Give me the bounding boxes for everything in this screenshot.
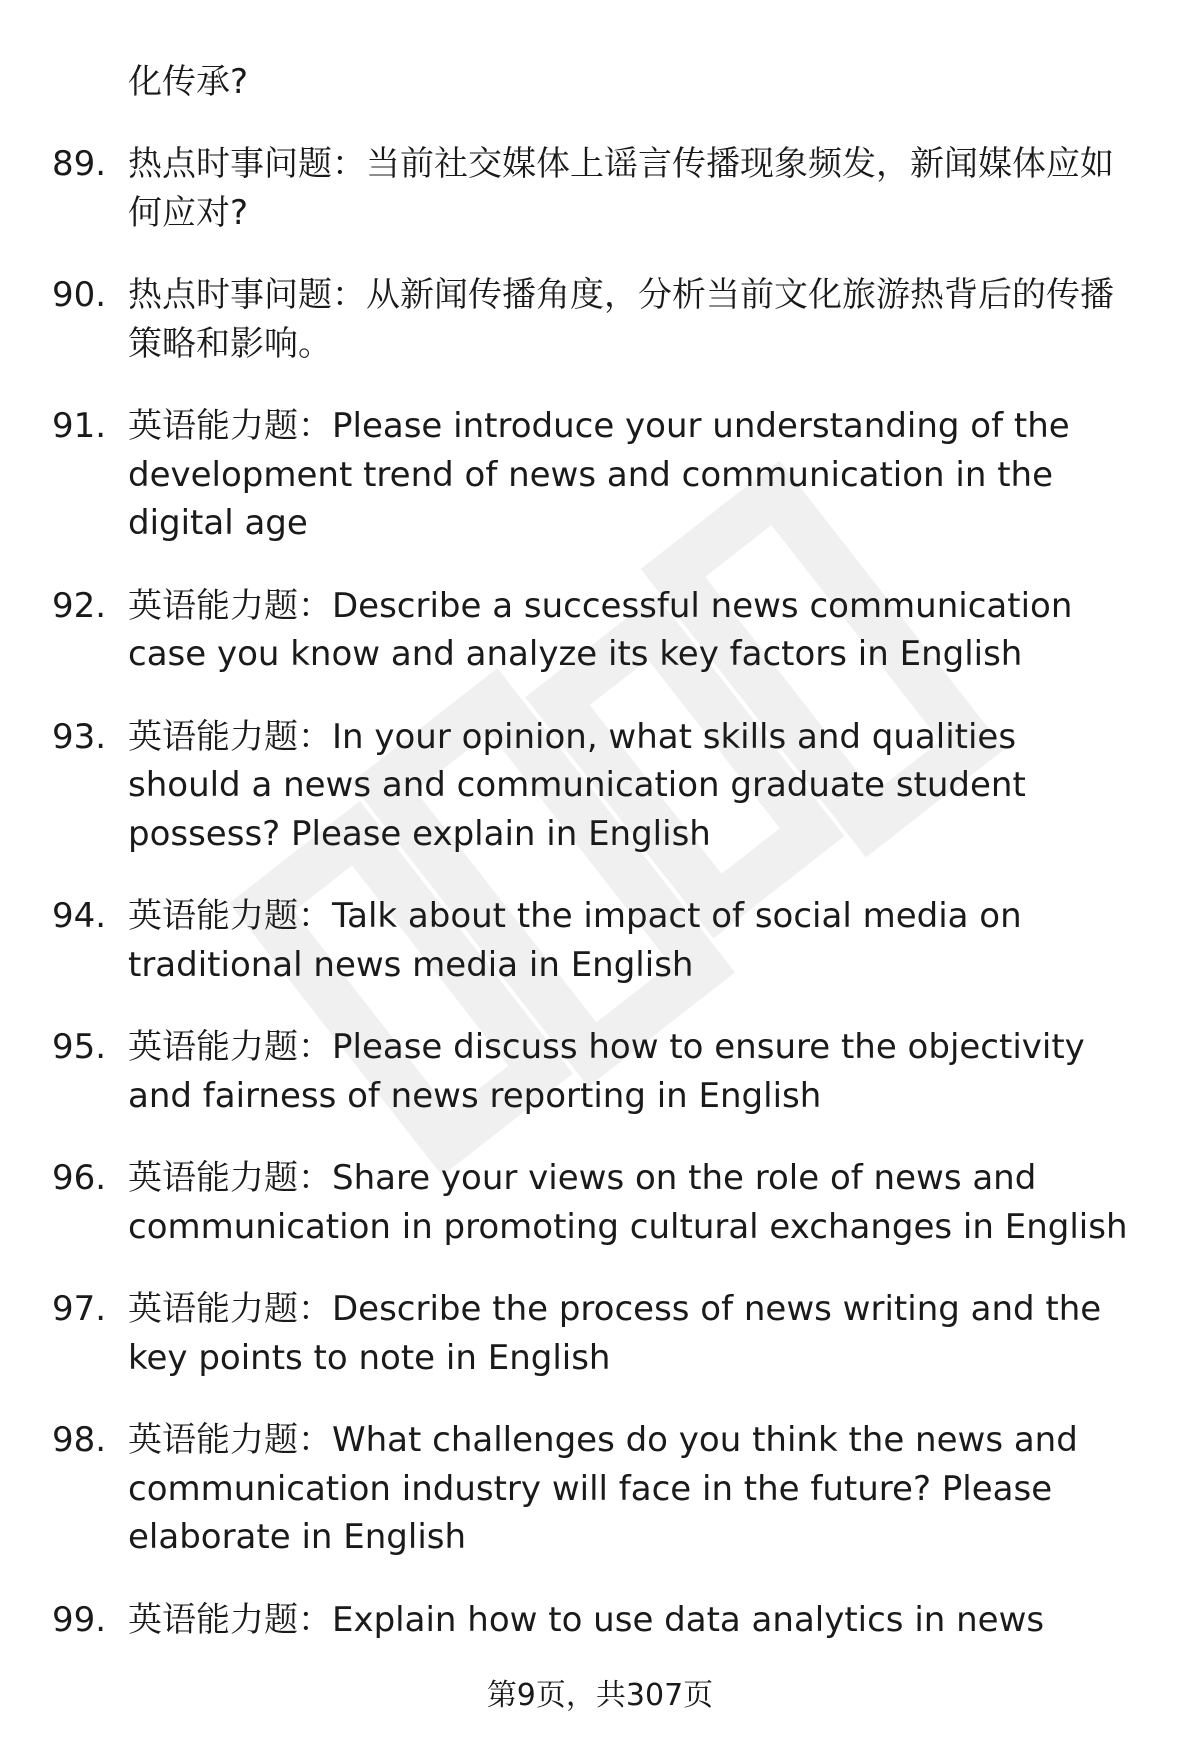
question-item [0, 1416, 1138, 1562]
question-text: 英语能力题：Share your views on the role of news and communication in promoting cultural exchanges in English [128, 1158, 1128, 1247]
page-number-label: 第9页，共307页 [486, 1678, 714, 1713]
question-number: 98. [52, 1420, 107, 1460]
question-number: 93. [52, 716, 107, 757]
question-number: 90. [52, 275, 107, 315]
question-text: 热点时事问题：从新闻传播角度，分析当前文化旅游热背后的传播策略和影响。 [128, 275, 1114, 364]
question-item [0, 892, 1138, 989]
question-item [0, 1023, 1138, 1120]
question-text: 英语能力题：Explain how to use data analytics in news [128, 1599, 1045, 1640]
question-item [0, 402, 1138, 548]
question-item [0, 271, 1138, 368]
question-list [0, 140, 1200, 1678]
question-number: 99. [52, 1599, 107, 1640]
question-number: 95. [52, 1027, 107, 1067]
page-footer [0, 1676, 1200, 1716]
question-text: 英语能力题：What challenges do you think the news and communication industry will face in the future? Please elaborate in English [128, 1420, 1078, 1557]
question-text: 英语能力题：Describe a successful news communication case you know and analyze its key factors in English [128, 585, 1073, 674]
question-text: 英语能力题：Talk about the impact of social media on traditional news media in English [128, 896, 1022, 985]
question-item [0, 582, 1138, 679]
question-number: 91. [52, 406, 107, 446]
question-number: 94. [52, 896, 107, 936]
question-item [0, 1596, 1138, 1645]
question-number: 96. [52, 1158, 107, 1198]
question-text: 英语能力题：Please introduce your understanding of the development trend of news and communication in the digital age [128, 406, 1070, 543]
question-number: 89. [52, 144, 107, 184]
continuation-text: 化传承? [128, 62, 249, 102]
question-text: 英语能力题：Please discuss how to ensure the objectivity and fairness of news reporting in English [128, 1027, 1085, 1116]
question-text: 英语能力题：Describe the process of news writing and the key points to note in English [128, 1289, 1102, 1378]
question-number: 92. [52, 585, 107, 626]
question-number: 97. [52, 1289, 107, 1329]
question-text: 英语能力题：In your opinion, what skills and qualities should a news and communication graduate student possess? Please explain in English [128, 716, 1026, 854]
question-item [0, 1154, 1138, 1251]
question-item [0, 713, 1138, 859]
question-item [0, 140, 1138, 237]
question-item [0, 1285, 1138, 1382]
question-text: 热点时事问题：当前社交媒体上谣言传播现象频发，新闻媒体应如何应对? [128, 144, 1114, 233]
